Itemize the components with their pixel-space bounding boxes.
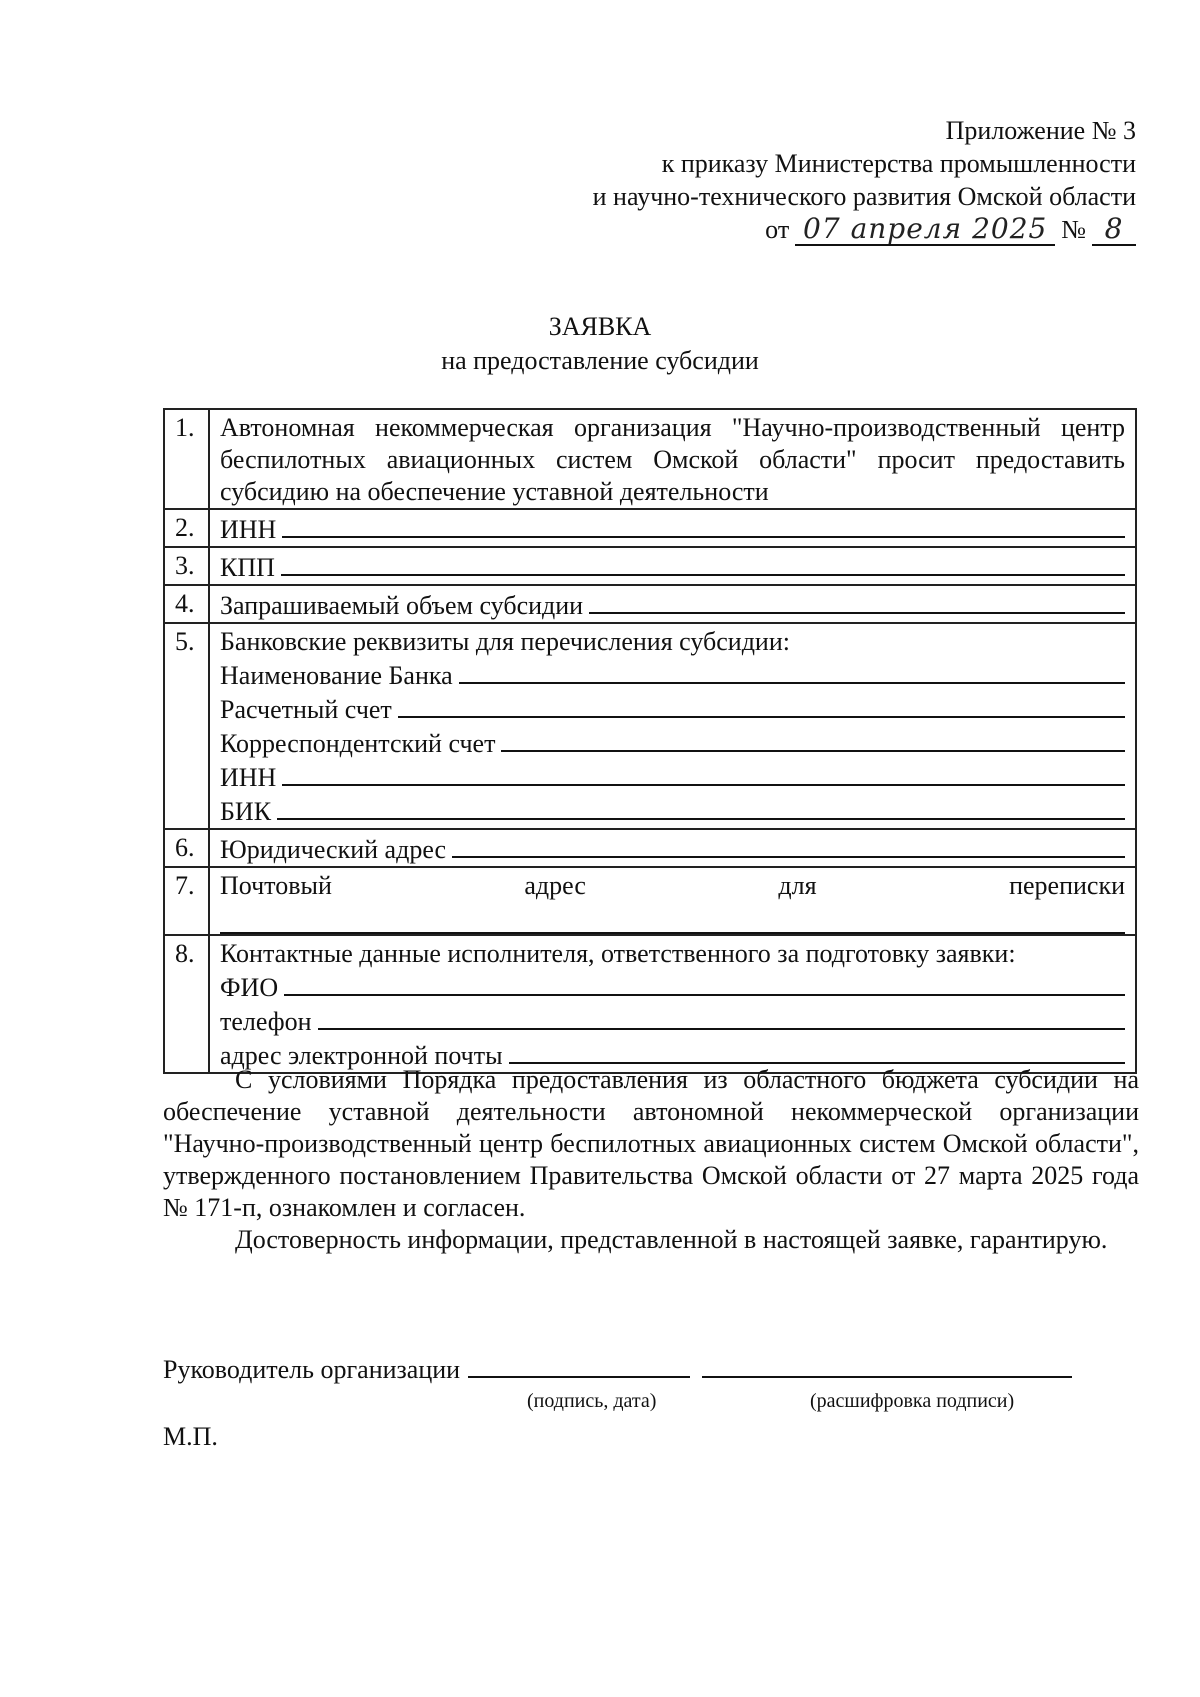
phone-field[interactable] [318, 1004, 1126, 1030]
signature-decode-field[interactable] [702, 1352, 1072, 1378]
legal-address-label: Юридический адрес [220, 835, 447, 864]
appendix-ministry: и научно-технического развития Омской области [592, 182, 1136, 211]
appendix-header [593, 114, 1136, 246]
postal-address-label [220, 870, 1125, 902]
postal-address-field[interactable] [220, 904, 1125, 934]
head-of-org-label: Руководитель организации [163, 1355, 461, 1384]
row-number: 8. [164, 935, 209, 1073]
row-number: 4. [164, 585, 209, 623]
bank-name-label: Наименование Банка [220, 661, 453, 690]
order-date-handwritten: 07 апреля 2025 [795, 214, 1055, 246]
bank-inn-field[interactable] [282, 760, 1125, 786]
title-sub: на предоставление субсидии [441, 346, 759, 375]
kpp-label: КПП [220, 553, 275, 582]
title-main: ЗАЯВКА [548, 312, 652, 341]
form-row-4 [164, 585, 1136, 623]
fio-label: ФИО [220, 973, 279, 1002]
signature-date-caption: (подпись, дата) [527, 1390, 657, 1412]
consent-paragraph: С условиями Порядка предоставления из областного бюджета субсидии на обеспечение уставной деятельности автономной некоммерческой организации "Научно-производственный центр беспилотных авиационных систем Омской области", утвержденного постановлением Правительства Омской области от 27 марта 2025 года № 171-п, ознакомлен и согласен. [163, 1065, 1139, 1222]
account-field[interactable] [398, 692, 1125, 718]
bank-inn-label: ИНН [220, 763, 277, 792]
bank-details-heading: Банковские реквизиты для перечисления субсидии: [220, 627, 790, 656]
row-number: 1. [164, 409, 209, 509]
phone-label: телефон [220, 1007, 312, 1036]
postal-word: переписки [1009, 871, 1125, 900]
bank-name-field[interactable] [459, 658, 1125, 684]
row-number: 3. [164, 547, 209, 585]
form-row-1 [164, 409, 1136, 509]
email-label: адрес электронной почты [220, 1041, 503, 1070]
inn-field[interactable] [282, 512, 1125, 538]
row-number: 2. [164, 509, 209, 547]
kpp-field[interactable] [281, 550, 1125, 576]
postal-word: для [778, 871, 817, 900]
bik-label: БИК [220, 797, 272, 826]
postal-word: адрес [524, 871, 586, 900]
signature-decode-caption: (расшифровка подписи) [810, 1390, 1015, 1412]
signature-block [163, 1352, 1072, 1385]
fio-field[interactable] [284, 970, 1125, 996]
form-row-5 [164, 623, 1136, 829]
signature-date-field[interactable] [468, 1352, 690, 1378]
corr-account-field[interactable] [501, 726, 1125, 752]
order-from-label: от [765, 215, 790, 244]
stamp-placeholder: М.П. [163, 1422, 218, 1451]
form-row-7 [164, 867, 1136, 935]
inn-label: ИНН [220, 515, 277, 544]
applicant-request-text: Автономная некоммерческая организация "Научно-производственный центр беспилотных авиационных систем Омской области" просит предоставить субсидию на обеспечение уставной деятельности [220, 413, 1125, 506]
postal-word: Почтовый [220, 871, 332, 900]
form-row-3 [164, 547, 1136, 585]
email-field[interactable] [509, 1038, 1125, 1064]
form-row-6 [164, 829, 1136, 867]
row-number: 7. [164, 867, 209, 935]
form-row-8 [164, 935, 1136, 1073]
account-label: Расчетный счет [220, 695, 392, 724]
contact-heading: Контактные данные исполнителя, ответственного за подготовку заявки: [220, 939, 1016, 968]
consent-text [163, 1064, 1139, 1256]
document-title [0, 310, 1200, 378]
subsidy-amount-field[interactable] [589, 588, 1125, 614]
appendix-order-ref: к приказу Министерства промышленности [661, 149, 1136, 178]
appendix-number: Приложение № 3 [945, 116, 1136, 145]
row-number: 6. [164, 829, 209, 867]
corr-account-label: Корреспондентский счет [220, 729, 496, 758]
order-date-line [765, 213, 1136, 246]
row-number: 5. [164, 623, 209, 829]
bik-field[interactable] [277, 794, 1125, 820]
guarantee-paragraph: Достоверность информации, представленной в настоящей заявке, гарантирую. [235, 1225, 1108, 1254]
order-number-label: № [1061, 215, 1086, 244]
legal-address-field[interactable] [452, 832, 1125, 858]
order-number-handwritten: 8 [1092, 214, 1136, 246]
form-row-2 [164, 509, 1136, 547]
application-form-table [163, 408, 1137, 1074]
subsidy-amount-label: Запрашиваемый объем субсидии [220, 591, 584, 620]
